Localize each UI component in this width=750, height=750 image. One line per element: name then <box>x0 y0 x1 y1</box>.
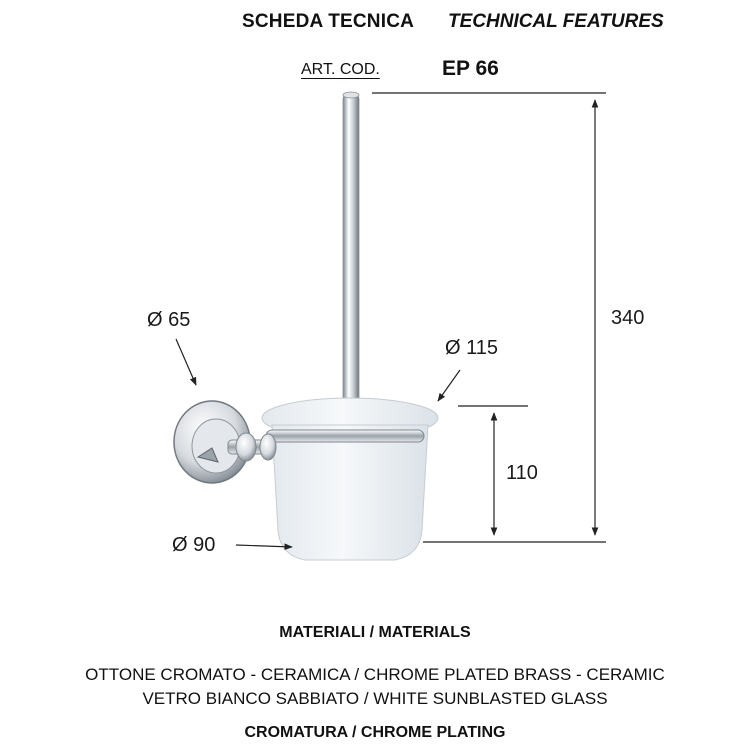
title-italian: SCHEDA TECNICA <box>242 11 415 32</box>
finish-title: CROMATURA / CHROME PLATING <box>244 724 506 741</box>
materials-line-1: OTTONE CROMATO - CERAMICA / CHROME PLATED BRASS - CERAMIC <box>85 665 665 684</box>
title-english: TECHNICAL FEATURES <box>448 11 664 32</box>
dim-height-total: 340 <box>611 307 645 329</box>
arm-knob <box>236 433 256 461</box>
materials-line-2: VETRO BIANCO SABBIATO / WHITE SUNBLASTED GLASS <box>142 689 608 708</box>
dim-cup-height: 110 <box>506 462 538 484</box>
arm-collar <box>260 434 276 460</box>
article-code-label: ART. COD. <box>301 61 380 78</box>
brush-handle-rod <box>343 93 359 418</box>
materials-title: MATERIALI / MATERIALS <box>279 624 471 641</box>
dim-cup-diameter: Ø 90 <box>172 534 216 556</box>
rod-cap <box>343 92 359 98</box>
holder-ring <box>266 430 424 442</box>
leader-rim <box>438 370 460 401</box>
article-code-value: EP 66 <box>442 57 499 80</box>
dim-rim-diameter: Ø 115 <box>445 337 498 359</box>
dim-rosette-diameter: Ø 65 <box>147 309 191 331</box>
glass-cup <box>272 425 428 560</box>
leader-rosette <box>176 339 196 385</box>
